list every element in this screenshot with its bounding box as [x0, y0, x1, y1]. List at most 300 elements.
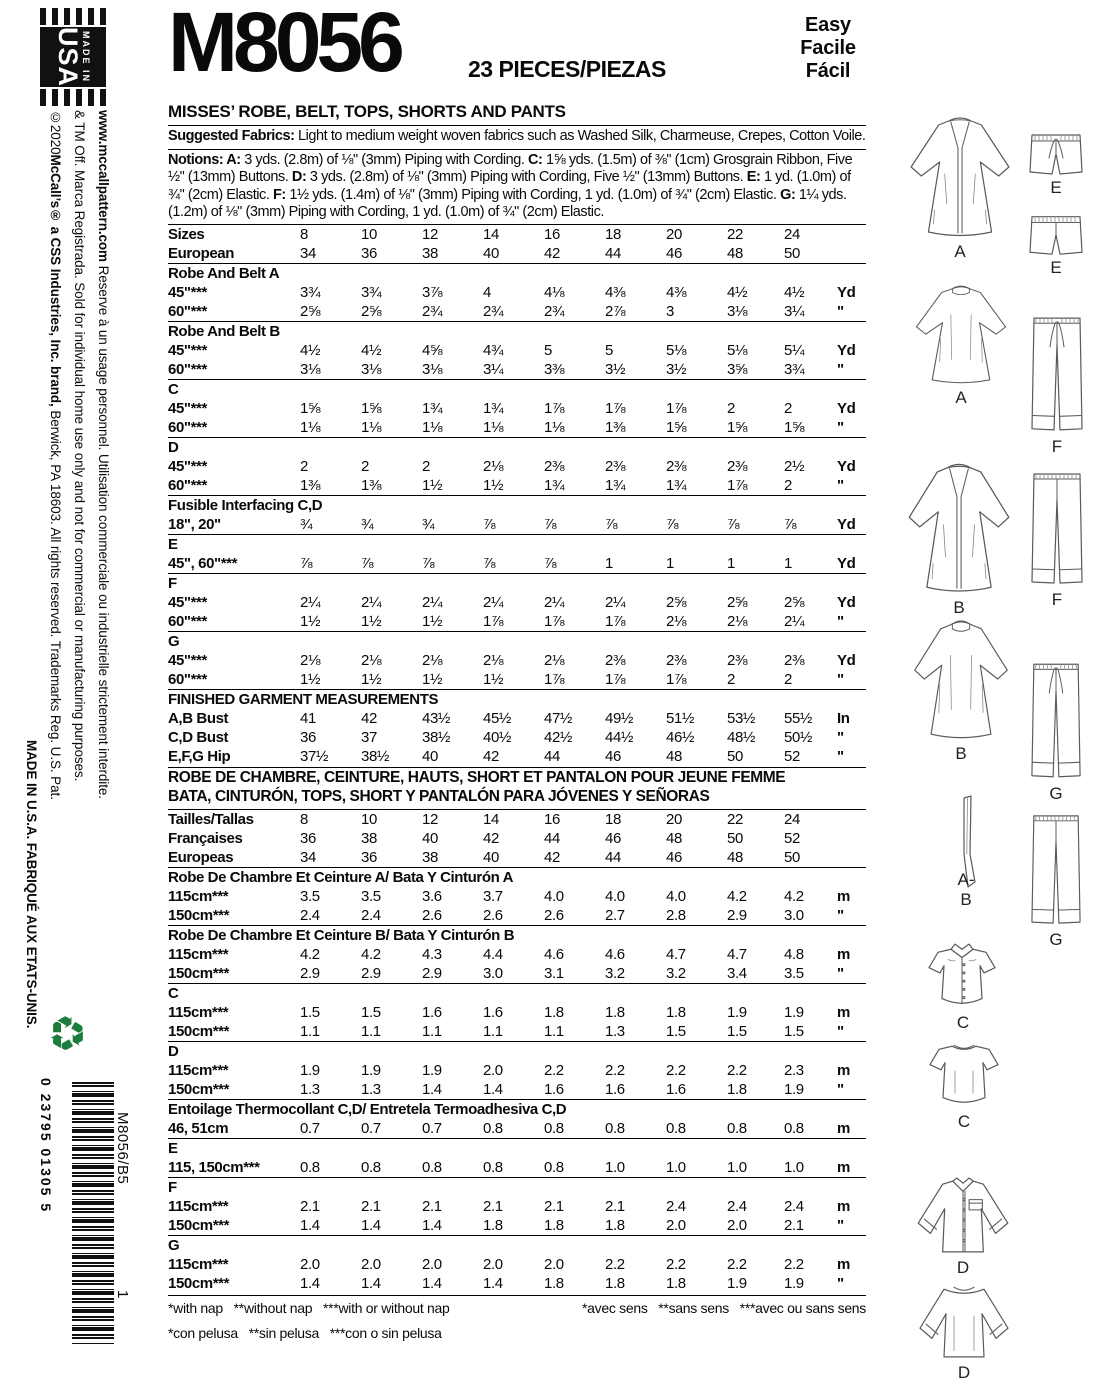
row-label: 115cm***	[168, 1061, 229, 1079]
garment-label: C	[957, 1112, 971, 1131]
table-row	[168, 651, 866, 670]
table-cell: 5	[605, 341, 613, 359]
table-cell: 0.7	[422, 1119, 442, 1137]
unit-cell: "	[837, 906, 844, 924]
size-header-row	[168, 810, 866, 829]
notions-segment: 1 yd. (1.0m) of ¾" (2cm) Elastic.	[168, 169, 851, 203]
table-cell: 2	[727, 670, 735, 688]
table-cell: 1.8	[483, 1216, 503, 1234]
table-cell: 1.1	[483, 1022, 503, 1040]
table-cell: 2	[784, 399, 792, 417]
table-cell: 1½	[483, 476, 504, 494]
table-cell: 0.8	[300, 1158, 320, 1176]
table-cell: 1¾	[544, 476, 565, 494]
table-cell: 5⅛	[727, 341, 748, 359]
table-cell: 2.8	[666, 906, 686, 924]
table-cell: 1.9	[784, 1003, 804, 1021]
table-cell: 4.4	[483, 945, 503, 963]
row-label: A,B Bust	[168, 709, 229, 727]
table-row	[168, 1274, 866, 1293]
row-label: 45"***	[168, 457, 207, 475]
table-cell: 12	[422, 810, 438, 828]
table-section-title: C	[168, 380, 179, 398]
table-cell: ⅞	[666, 515, 679, 533]
table-cell: 1⅜	[300, 476, 321, 494]
table-cell: 3.5	[361, 887, 381, 905]
table-row	[168, 360, 866, 379]
table-cell: 1⅞	[666, 670, 687, 688]
table-cell: 1.6	[605, 1080, 625, 1098]
table-cell: 2.2	[784, 1255, 804, 1273]
table-cell: 3⅛	[422, 360, 443, 378]
table-cell: 42	[544, 848, 560, 866]
barcode-digits: 0 23795 01305 5	[38, 1078, 54, 1214]
table-cell: 1.4	[300, 1216, 320, 1234]
unit-cell: Yd	[837, 593, 856, 611]
website-vertical-text: www.mccallpattern.com Reserve à un usage personnel. Utilisation commerciale ou industrielle strictement interdite.	[96, 110, 111, 799]
table-cell: 2.2	[666, 1255, 686, 1273]
garment-belt-ab-illustration	[952, 794, 980, 909]
table-cell: 38	[361, 829, 377, 847]
table-cell: 2⅜	[605, 651, 626, 669]
table-row	[168, 554, 866, 573]
footnotes	[168, 1295, 866, 1346]
row-label: European	[168, 244, 234, 262]
table-cell: 0.7	[361, 1119, 381, 1137]
table-cell: 2.1	[483, 1197, 503, 1215]
table-cell: ⅞	[422, 554, 435, 572]
table-cell: 4½	[361, 341, 382, 359]
table-cell: 2	[361, 457, 369, 475]
table-cell: 1.9	[727, 1274, 747, 1292]
difficulty-es: Fácil	[805, 60, 851, 82]
table-cell: 2.0	[483, 1255, 503, 1273]
table-cell: 4.3	[422, 945, 442, 963]
table-cell: 1.6	[666, 1080, 686, 1098]
table-cell: 1.6	[483, 1003, 503, 1021]
difficulty-fr: Facile	[800, 37, 856, 59]
table-cell: 1.9	[727, 1003, 747, 1021]
garment-top-c-front-illustration	[924, 941, 1002, 1032]
table-cell: 2¼	[605, 593, 626, 611]
row-label: 45", 60"***	[168, 554, 238, 572]
table-cell: 44	[544, 829, 560, 847]
unit-cell: "	[837, 1274, 844, 1292]
table-cell: 2.9	[727, 906, 747, 924]
table-cell: 40	[422, 747, 438, 765]
table-cell: 2⅛	[483, 651, 504, 669]
garment-label: A	[955, 388, 967, 407]
table-cell: 2.9	[361, 964, 381, 982]
garment-top-c-back-illustration	[926, 1038, 1002, 1131]
table-cell: 1⅞	[605, 670, 626, 688]
row-label: 45"***	[168, 593, 207, 611]
table-section-title: C	[168, 984, 179, 1002]
yardage-table	[168, 224, 866, 766]
table-cell: 2.2	[666, 1061, 686, 1079]
table-cell: 2.0	[666, 1216, 686, 1234]
table-cell: 4½	[727, 283, 748, 301]
table-cell: 1⅛	[300, 418, 321, 436]
table-cell: 4.7	[727, 945, 747, 963]
row-label: 115cm***	[168, 1197, 229, 1215]
table-cell: 2⅜	[784, 651, 805, 669]
header	[168, 0, 866, 98]
flag-stripes-icon	[40, 89, 106, 106]
row-label: 60"***	[168, 302, 207, 320]
table-cell: 43½	[422, 709, 450, 727]
unit-cell	[837, 848, 866, 867]
table-cell: 55½	[784, 709, 812, 727]
garment-label: E	[1050, 178, 1062, 197]
table-cell: 1⅞	[544, 670, 565, 688]
table-cell: 3⅞	[422, 283, 443, 301]
row-label: 150cm***	[168, 906, 230, 924]
garment-shorts-e-back-illustration	[1028, 210, 1084, 277]
unit-cell: "	[837, 964, 844, 982]
table-cell: 2⅜	[605, 457, 626, 475]
metric-title-es: BATA, CINTURÓN, TOPS, SHORT Y PANTALÓN PARA JÓVENES Y SEÑORAS	[168, 788, 710, 805]
table-cell: 1.9	[300, 1061, 320, 1079]
table-row	[168, 283, 866, 302]
table-cell: 46	[666, 848, 682, 866]
table-row	[168, 906, 866, 925]
unit-cell: "	[837, 302, 844, 320]
notions-segment: G:	[780, 186, 796, 203]
table-cell: 3.5	[784, 964, 804, 982]
table-cell: 2.4	[784, 1197, 804, 1215]
table-cell: 4⅜	[605, 283, 626, 301]
table-cell: 20	[666, 810, 682, 828]
table-cell: 1.4	[361, 1216, 381, 1234]
table-cell: 2⅛	[544, 651, 565, 669]
table-cell: 1⅞	[544, 612, 565, 630]
table-cell: 1⅞	[727, 476, 748, 494]
table-cell: 3⅛	[727, 302, 748, 320]
table-section-title: E	[168, 1139, 178, 1157]
table-cell: 0.8	[422, 1158, 442, 1176]
table-cell: 1¾	[483, 399, 504, 417]
table-cell: 2.3	[784, 1061, 804, 1079]
upc-barcode	[72, 1082, 114, 1344]
row-label: 45"***	[168, 399, 207, 417]
table-row	[168, 515, 866, 534]
divider	[168, 125, 866, 126]
row-label: Sizes	[168, 225, 205, 243]
table-cell: 1⅝	[361, 399, 382, 417]
table-section	[168, 495, 866, 534]
table-cell: 1.1	[544, 1022, 564, 1040]
table-cell: 2.4	[361, 906, 381, 924]
table-cell: 1½	[361, 670, 382, 688]
table-cell: ⅞	[605, 515, 618, 533]
table-cell: 36	[361, 244, 377, 262]
table-cell: 1¾	[666, 476, 687, 494]
row-label: 150cm***	[168, 1080, 230, 1098]
table-section-title: D	[168, 1042, 179, 1060]
table-cell: 1¾	[605, 476, 626, 494]
table-cell: 4.8	[784, 945, 804, 963]
table-cell: 2¼	[784, 612, 805, 630]
table-cell: 3¼	[483, 360, 504, 378]
footnote-es: *con pelusa **sin pelusa ***con o sin pelusa	[168, 1324, 442, 1341]
table-cell: 52	[784, 829, 800, 847]
table-section-title: G	[168, 632, 180, 650]
table-cell: 3¾	[300, 283, 321, 301]
table-cell: 1⅜	[361, 476, 382, 494]
table-cell: 2	[784, 670, 792, 688]
table-cell: 42½	[544, 728, 572, 746]
table-cell: 1.4	[361, 1274, 381, 1292]
table-row	[168, 1119, 866, 1138]
table-cell: 18	[605, 810, 621, 828]
table-cell: 5⅛	[666, 341, 687, 359]
table-cell: 1.0	[727, 1158, 747, 1176]
table-section-title: E	[168, 535, 178, 553]
table-cell: 1⅞	[483, 612, 504, 630]
table-cell: ⅞	[483, 515, 496, 533]
table-cell: 5	[544, 341, 552, 359]
unit-cell: In	[837, 709, 850, 727]
notions-segment: Notions: A:	[168, 151, 241, 168]
table-section	[168, 573, 866, 631]
divider	[168, 149, 866, 150]
made-in-usa-vertical-text: MADE IN U.S.A. FABRIQUÉ AUX ETATS-UNIS.	[24, 740, 39, 1029]
table-section-title: Fusible Interfacing C,D	[168, 496, 323, 514]
table-cell: 42	[483, 747, 499, 765]
unit-cell: Yd	[837, 554, 856, 572]
table-cell: 2⅜	[727, 457, 748, 475]
garment-pants-f-back-illustration	[1030, 468, 1084, 609]
row-label: 115, 150cm***	[168, 1158, 260, 1176]
table-cell: 4.2	[300, 945, 320, 963]
row-label: 150cm***	[168, 1216, 230, 1234]
table-cell: 37½	[300, 747, 328, 765]
row-label: 45"***	[168, 341, 207, 359]
unit-cell: "	[837, 418, 844, 436]
table-cell: ⅞	[361, 554, 374, 572]
unit-cell: "	[837, 747, 844, 765]
table-cell: 1⅝	[666, 418, 687, 436]
table-section	[168, 983, 866, 1041]
table-cell: 1.5	[666, 1022, 686, 1040]
table-cell: 4.6	[544, 945, 564, 963]
table-cell: 2¼	[483, 593, 504, 611]
table-cell: 2⅝	[300, 302, 321, 320]
size-header-row	[168, 848, 866, 867]
row-label: 60"***	[168, 476, 207, 494]
table-row	[168, 418, 866, 437]
table-cell: 1.3	[361, 1080, 381, 1098]
table-cell: 2	[300, 457, 308, 475]
table-cell: 16	[544, 810, 560, 828]
unit-cell: Yd	[837, 651, 856, 669]
garment-label: F	[1051, 437, 1063, 456]
table-cell: 2¼	[544, 593, 565, 611]
table-cell: 22	[727, 225, 743, 243]
table-row	[168, 887, 866, 906]
table-cell: 2.6	[544, 906, 564, 924]
table-cell: 48	[666, 747, 682, 765]
unit-cell: "	[837, 728, 844, 746]
unit-cell: m	[837, 1119, 850, 1137]
table-cell: 47½	[544, 709, 572, 727]
table-section	[168, 689, 866, 766]
table-cell: 20	[666, 225, 682, 243]
table-cell: 1½	[361, 612, 382, 630]
table-cell: 3¾	[361, 283, 382, 301]
table-cell: 50½	[784, 728, 812, 746]
metric-title-fr: ROBE DE CHAMBRE, CEINTURE, HAUTS, SHORT ET PANTALON POUR JEUNE FEMME	[168, 768, 786, 786]
table-cell: 1	[727, 554, 735, 572]
main-content	[168, 0, 866, 1346]
table-cell: 1.8	[544, 1274, 564, 1292]
unit-cell	[837, 244, 866, 263]
table-cell: 4¾	[483, 341, 504, 359]
table-cell: 2.4	[666, 1197, 686, 1215]
table-cell: 4⅜	[666, 283, 687, 301]
table-cell: ⅞	[544, 515, 557, 533]
table-cell: 4.2	[727, 887, 747, 905]
table-cell: 3.1	[544, 964, 564, 982]
notions-segment: F:	[273, 186, 286, 203]
table-cell: 1.1	[422, 1022, 442, 1040]
table-cell: 1.1	[361, 1022, 381, 1040]
table-cell: 4.6	[605, 945, 625, 963]
table-cell: 4.0	[544, 887, 564, 905]
table-cell: 48	[666, 829, 682, 847]
table-cell: 1⅝	[300, 399, 321, 417]
garment-robe-a-front-illustration	[904, 112, 1016, 261]
table-cell: 46	[666, 244, 682, 262]
table-section	[168, 534, 866, 573]
table-cell: ¾	[422, 515, 435, 533]
row-label: Françaises	[168, 829, 243, 847]
garment-shorts-e-front-illustration	[1028, 128, 1084, 197]
table-cell: 2⅝	[727, 593, 748, 611]
table-cell: 44	[544, 747, 560, 765]
table-row	[168, 964, 866, 983]
suggested-fabrics: Suggested Fabrics: Light to medium weight woven fabrics such as Washed Silk, Charmeuse, Crepes, Cotton Voile.	[168, 128, 866, 144]
table-section	[168, 263, 866, 321]
garment-label: E	[1050, 258, 1062, 277]
table-cell: 4.0	[605, 887, 625, 905]
table-cell: 2⅝	[361, 302, 382, 320]
table-cell: 2⅜	[666, 457, 687, 475]
table-cell: 2.0	[361, 1255, 381, 1273]
table-cell: 0.8	[544, 1158, 564, 1176]
table-cell: 3⅛	[361, 360, 382, 378]
unit-cell	[837, 225, 866, 244]
table-cell: 48	[727, 848, 743, 866]
notions-segment: E:	[746, 169, 761, 185]
table-cell: 1⅛	[361, 418, 382, 436]
table-cell: 2.6	[422, 906, 442, 924]
garment-label: G	[1049, 930, 1063, 949]
table-cell: 50	[784, 244, 800, 262]
table-cell: 48	[727, 244, 743, 262]
size-header-row	[168, 225, 866, 244]
table-cell: 1⅜	[605, 418, 626, 436]
table-cell: 2⅛	[300, 651, 321, 669]
table-cell: 1¾	[422, 399, 443, 417]
unit-cell: "	[837, 670, 844, 688]
table-cell: 1½	[300, 670, 321, 688]
metric-table	[168, 809, 866, 1293]
unit-cell: "	[837, 1216, 844, 1234]
table-cell: 2.9	[300, 964, 320, 982]
table-cell: 50	[727, 747, 743, 765]
table-cell: 0.7	[300, 1119, 320, 1137]
table-cell: 34	[300, 848, 316, 866]
table-cell: 4⅛	[544, 283, 565, 301]
table-cell: 2¼	[422, 593, 443, 611]
unit-cell: m	[837, 1255, 850, 1273]
barcode-pattern-code: M8056/B5	[114, 1112, 131, 1185]
row-label: C,D Bust	[168, 728, 229, 746]
table-row	[168, 1022, 866, 1041]
table-cell: 2¾	[483, 302, 504, 320]
barcode-sheet-number: 1	[114, 1290, 131, 1299]
table-row	[168, 399, 866, 418]
table-cell: 8	[300, 225, 308, 243]
table-cell: 0.8	[483, 1119, 503, 1137]
table-cell: 1⅞	[544, 399, 565, 417]
table-cell: 3.0	[784, 906, 804, 924]
table-cell: 2.9	[422, 964, 442, 982]
table-cell: 14	[483, 810, 499, 828]
garment-robe-b-back-illustration	[908, 616, 1014, 763]
table-cell: 2⅛	[727, 612, 748, 630]
table-cell: 4.2	[784, 887, 804, 905]
table-cell: 3½	[666, 360, 687, 378]
table-row	[168, 612, 866, 631]
table-section-title: F	[168, 574, 177, 592]
table-cell: 36	[361, 848, 377, 866]
table-row	[168, 341, 866, 360]
table-cell: 2.2	[727, 1061, 747, 1079]
table-cell: 5¼	[784, 341, 805, 359]
table-cell: 42	[544, 244, 560, 262]
notions-segment: 3 yds. (2.8m) of ⅛" (3mm) Piping with Cording.	[240, 151, 528, 168]
garment-robe-a-back-illustration	[910, 282, 1012, 407]
table-cell: 3.2	[605, 964, 625, 982]
garment-top-d-front-illustration	[906, 1176, 1020, 1277]
garment-label: C	[956, 1013, 970, 1032]
garment-illustrations	[866, 0, 1106, 1399]
table-cell: 1.6	[422, 1003, 442, 1021]
table-cell: 51½	[666, 709, 694, 727]
table-cell: 3¼	[784, 302, 805, 320]
table-section-title: Robe And Belt B	[168, 322, 280, 340]
table-cell: 0.8	[544, 1119, 564, 1137]
garment-label: D	[957, 1363, 971, 1382]
table-cell: 1	[666, 554, 674, 572]
table-cell: 2¼	[300, 593, 321, 611]
table-cell: 1.4	[422, 1080, 442, 1098]
table-cell: 2.0	[483, 1061, 503, 1079]
table-cell: 36	[300, 728, 316, 746]
table-cell: 42	[361, 709, 377, 727]
table-cell: 2¾	[544, 302, 565, 320]
table-section	[168, 437, 866, 495]
table-row	[168, 1255, 866, 1274]
table-cell: 1.0	[605, 1158, 625, 1176]
table-cell: 1½	[422, 670, 443, 688]
table-cell: 1.1	[300, 1022, 320, 1040]
table-cell: 0.8	[727, 1119, 747, 1137]
table-section-title: FINISHED GARMENT MEASUREMENTS	[168, 690, 439, 708]
